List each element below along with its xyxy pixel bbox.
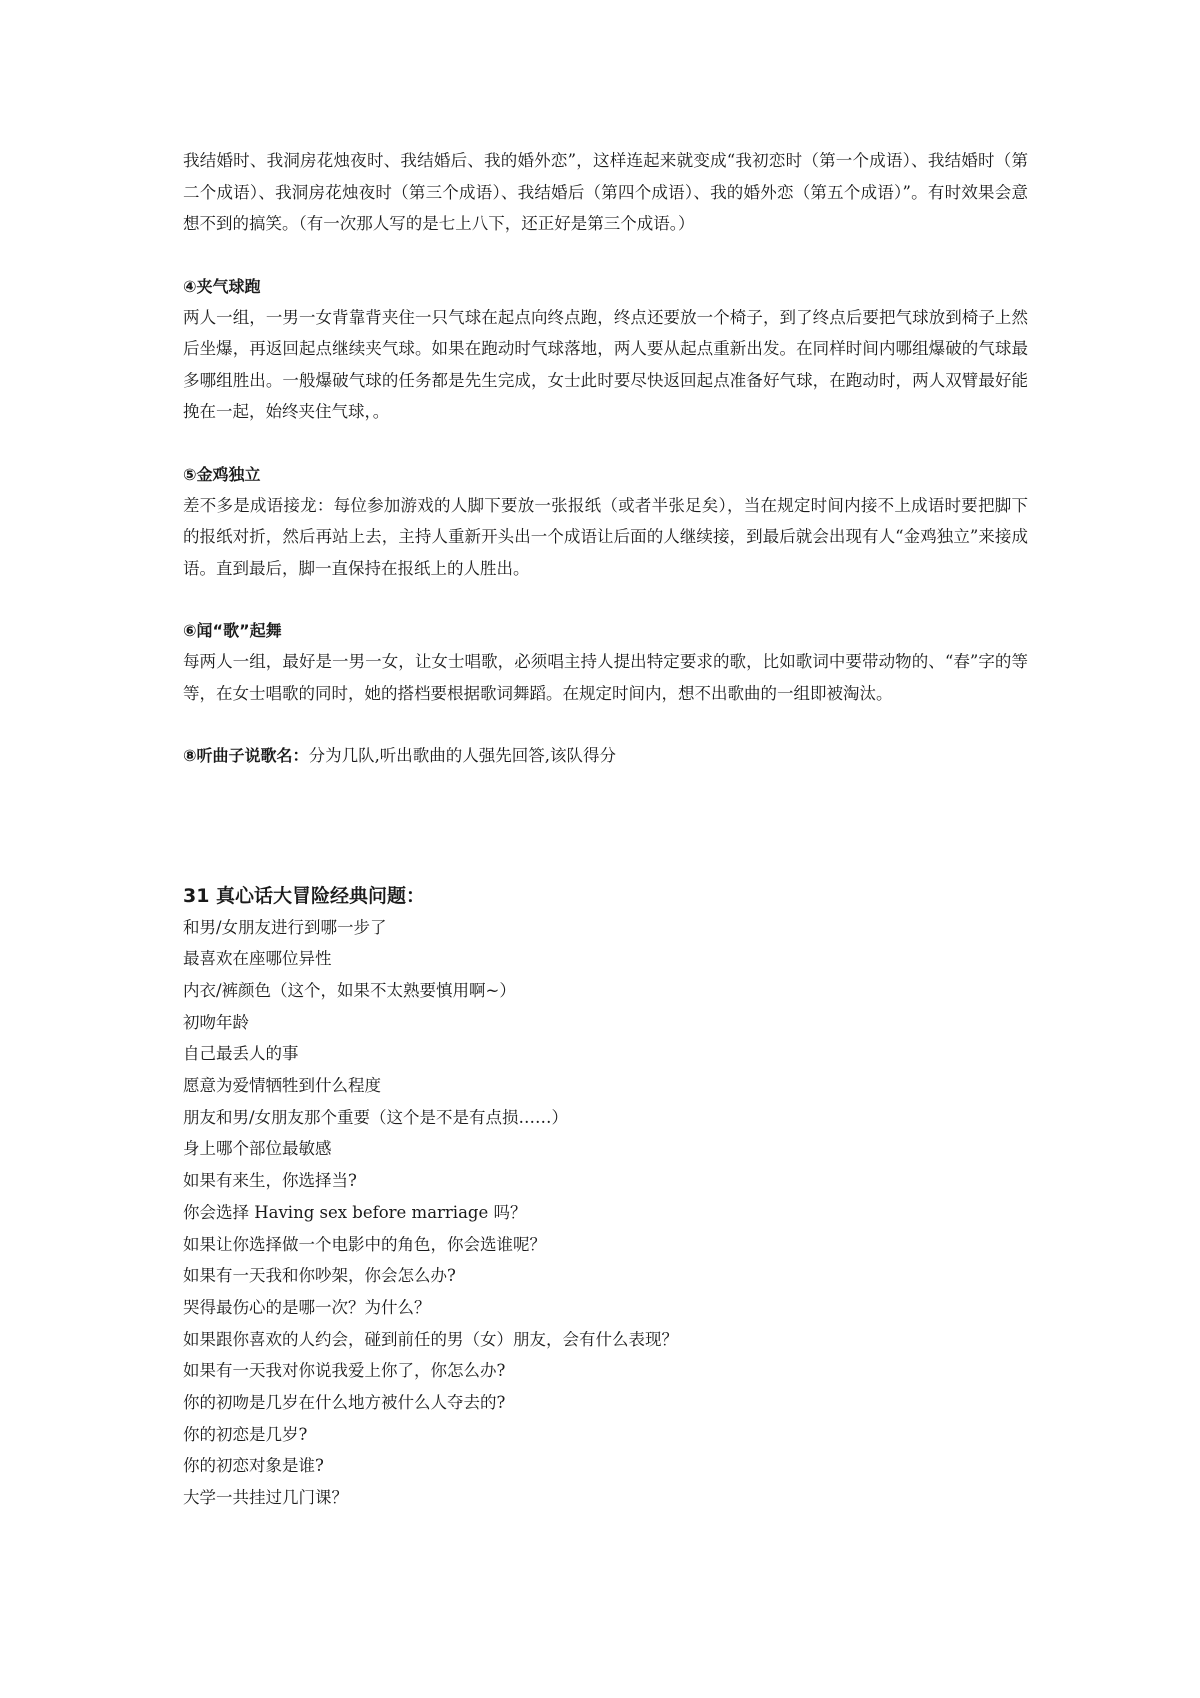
spacer xyxy=(183,709,1028,740)
question-item: 你会选择 Having sex before marriage 吗？ xyxy=(183,1202,527,1222)
question-item: 和男/女朋友进行到哪一步了 xyxy=(183,917,387,937)
question-item: 如果有一天我对你说我爱上你了，你怎么办? xyxy=(183,1361,506,1381)
question-item: 最喜欢在座哪位异性 xyxy=(183,949,332,969)
section-title-dance-to-song: ⑥闻“歌”起舞 xyxy=(183,621,282,640)
question-item: 如果让你选择做一个电影中的角色，你会选谁呢？ xyxy=(183,1234,546,1254)
question-item: 自己最丢人的事 xyxy=(183,1044,299,1064)
question-item: 朋友和男/女朋友那个重要（这个是不是有点损……） xyxy=(183,1107,569,1127)
question-item: 初吻年龄 xyxy=(183,1012,249,1032)
question-item: 如果有来生，你选择当? xyxy=(183,1171,357,1191)
truth-dare-title: 31 真心话大冒险经典问题： xyxy=(183,884,426,907)
question-item: 你的初恋是几岁? xyxy=(183,1424,308,1444)
spacer xyxy=(183,772,1028,880)
question-item: 如果跟你喜欢的人约会，碰到前任的男（女）朋友，会有什么表现？ xyxy=(183,1329,678,1349)
section-body-golden-rooster: 差不多是成语接龙：每位参加游戏的人脚下要放一张报纸（或者半张足矣），当在规定时间内接不上成语时要把脚下的报纸对折，然后再站上去，主持人重新开头出一个成语让后面的人继续接，到最后就会出现有人“金鸡独立”来接成语。直到最后，脚一直保持在报纸上的人胜出。 xyxy=(183,495,1028,578)
section-body-dance-to-song: 每两人一组，最好是一男一女，让女士唱歌，必须唱主持人提出特定要求的歌，比如歌词中要带动物的、“春”字的等等，在女士唱歌的同时，她的搭档要根据歌词舞蹈。在规定时间内，想不出歌曲的一组即被淘汰。 xyxy=(183,652,1028,703)
intro-paragraph: 我结婚时、我洞房花烛夜时、我结婚后、我的婚外恋”，这样连起来就变成“我初恋时（第一个成语）、我结婚时（第二个成语）、我洞房花烛夜时（第三个成语）、我结婚后（第四个成语）、我的婚外恋（第五个成语）”。有时效果会意想不到的搞笑。（有一次那人写的是七上八下，还正好是第三个成语。） xyxy=(183,151,1028,233)
question-item: 大学一共挂过几门课？ xyxy=(183,1488,348,1508)
question-list xyxy=(183,912,1028,1514)
section-body-name-that-tune: 分为几队,听出歌曲的人强先回答,该队得分 xyxy=(308,746,617,765)
question-item: 身上哪个部位最敏感 xyxy=(183,1139,332,1159)
question-item: 哭得最伤心的是哪一次？为什么？ xyxy=(183,1297,431,1317)
question-item: 你的初恋对象是谁? xyxy=(183,1456,324,1476)
question-item: 愿意为爱情牺牲到什么程度 xyxy=(183,1076,381,1096)
section-name-that-tune xyxy=(183,740,1028,772)
section-title-balloon-run: ④夹气球跑 xyxy=(183,276,261,296)
spacer xyxy=(183,584,1028,615)
question-item: 你的初吻是几岁在什么地方被什么人夺去的? xyxy=(183,1393,506,1413)
spacer xyxy=(183,428,1028,459)
question-item: 内衣/裤颜色（这个，如果不太熟要慎用啊~） xyxy=(183,980,516,1000)
section-title-golden-rooster: ⑤金鸡独立 xyxy=(183,464,261,484)
document-page xyxy=(183,145,1028,1514)
spacer xyxy=(183,240,1028,271)
section-title-name-that-tune: ⑧听曲子说歌名： xyxy=(183,746,309,765)
section-body-balloon-run: 两人一组，一男一女背靠背夹住一只气球在起点向终点跑，终点还要放一个椅子，到了终点后要把气球放到椅子上然后坐爆，再返回起点继续夹气球。如果在跑动时气球落地，两人要从起点重新出发。在同样时间内哪组爆破的气球最多哪组胜出。一般爆破气球的任务都是先生完成，女士此时要尽快返回起点准备好气球，在跑动时，两人双臂最好能挽在一起，始终夹住气球，。 xyxy=(183,307,1028,421)
question-item: 如果有一天我和你吵架，你会怎么办? xyxy=(183,1266,456,1286)
